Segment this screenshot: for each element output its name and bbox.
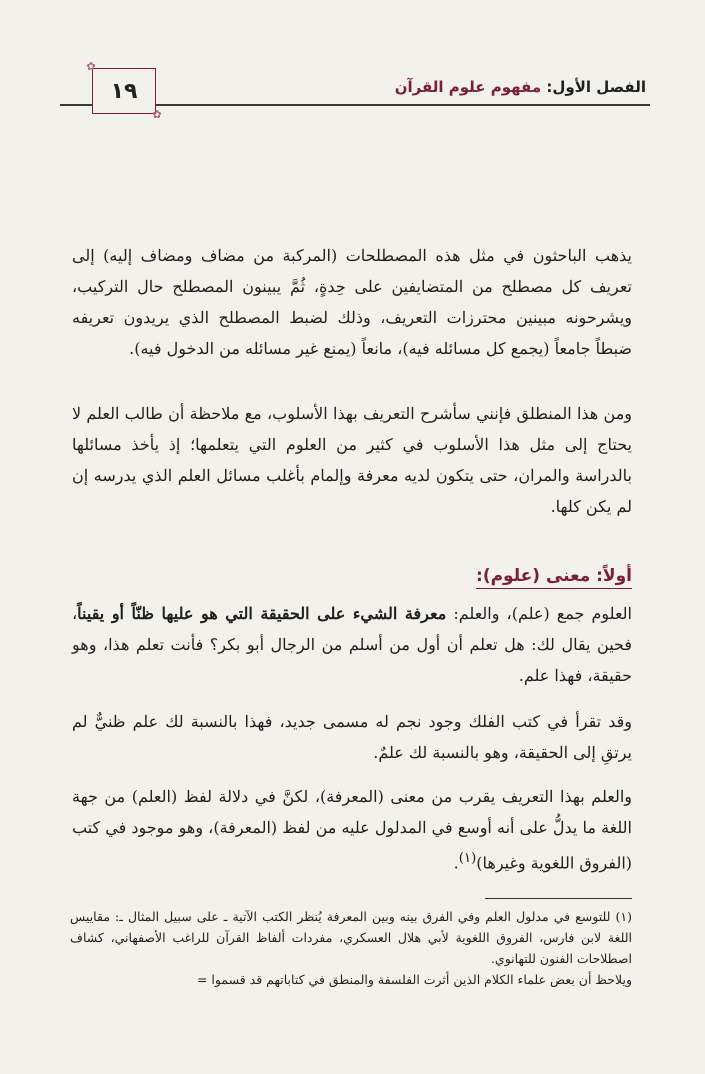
definition-bold: معرفة الشيء على الحقيقة التي هو عليها ظنّاً أو يقيناً [77, 604, 447, 623]
paragraph-4: وقد تقرأ في كتب الفلك وجود نجم له مسمى جديد، فهذا بالنسبة لك علم ظنيٌّ لم يرتقِ إلى الحقيقة، وهو بالنسبة لك علمٌ. [72, 712, 632, 762]
ornament-icon: ✿ [152, 108, 162, 121]
paragraph-5-text: والعلم بهذا التعريف يقرب من معنى (المعرفة)، لكنَّ في دلالة لفظ (العلم) من جهة اللغة ما يدلُّ على أنه أوسع في المدلول عليه من لفظ (المعرفة)، وهو موجود في كتب (الفروق اللغوية وغيرها) [72, 787, 633, 873]
paragraph-3-end: ، فحين يقال لك: هل تعلم أن أول من أسلم من الرجال أبو بكر؟ فأنت تعلم هذا، وهو حقيقة، فهذا علم. [72, 604, 632, 685]
page-number: ١٩ [110, 78, 138, 104]
paragraph-5 [72, 781, 632, 878]
footnote-1: (١) للتوسع في مدلول العلم وفي الفرق بينه وبين المعرفة يُنظر الكتب الآتية ـ على سبيل المثال ـ: مقاييس اللغة لابن فارس، الفروق اللغوية لأبي هلال العسكري، مفردات ألفاظ القرآن للراغب الأصفهاني، كشاف اصطلاحات الفنون للتهانوي. [70, 909, 632, 966]
section-heading: أولاً: معنى (علوم): [476, 566, 632, 589]
running-title [391, 78, 650, 96]
paragraph-2: ومن هذا المنطلق فإنني سأشرح التعريف بهذا الأسلوب، مع ملاحظة أن طالب العلم لا يحتاج إلى مثل هذا الأسلوب في كثير من العلوم التي يتعلمها؛ إذ يأخذ مسائلها بالدراسة والمران، حتى يتكون لديه معرفة وإلمام بأغلب مسائل العلم الذي يدرسه إن لم يكن كلها. [72, 404, 632, 516]
chapter-prefix: الفصل الأول: [546, 78, 646, 96]
footnotes [70, 906, 632, 990]
paragraph-3 [72, 598, 632, 691]
bleed-through-texture [80, 122, 620, 222]
chapter-topic: مفهوم علوم القرآن [394, 78, 542, 96]
page-number-box [86, 60, 162, 121]
paragraph-5-tail: . [453, 853, 459, 873]
footnote-continuation: ويلاحظ أن بعض علماء الكلام الذين أثرت الفلسفة والمنطق في كتاباتهم قد قسموا = [196, 972, 632, 987]
page-header [60, 60, 650, 121]
paragraph-1: يذهب الباحثون في مثل هذه المصطلحات (المركبة من مضاف ومضاف إليه) إلى تعريف كل مصطلح من المتضايفين على حِدةٍ، ثُمَّ يبينون المصطلح حال التركيب، ويشرحونه مبينين محترزات التعريف، وذلك لضبط المصطلح الذي يريدون تعريفه ضبطاً جامعاً (يجمع كل مسائله فيه)، مانعاً (يمنع غير مسائله من الدخول فيه). [72, 246, 632, 358]
paragraph-3-start: العلوم جمع (علم)، والعلم: [446, 604, 633, 623]
footnote-reference[interactable]: (١) [458, 851, 477, 866]
ornament-icon: ✿ [86, 60, 96, 73]
footnote-divider [485, 898, 632, 899]
